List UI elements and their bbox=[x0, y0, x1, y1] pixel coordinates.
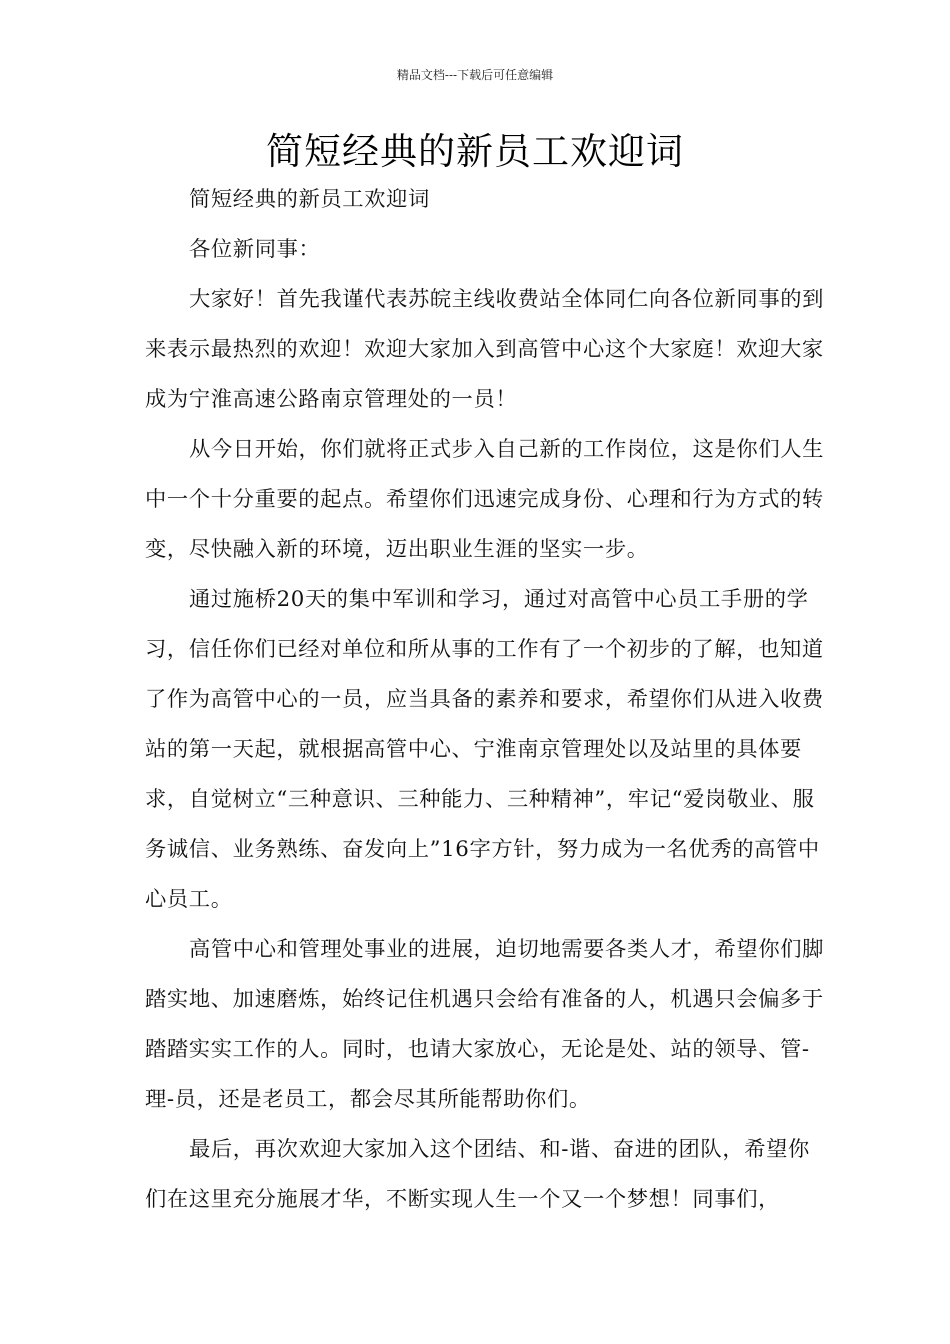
paragraph-welcome: 大家好！首先我谨代表苏皖主线收费站全体同仁向各位新同事的到来表示最热烈的欢迎！欢迎大家加入到高管中心这个大家庭！欢迎大家成为宁淮高速公路南京管理处的一员！ bbox=[145, 287, 825, 412]
paragraph-new-start: 从今日开始，你们就将正式步入自己新的工作岗位，这是你们人生中一个十分重要的起点。希望你们迅速完成身份、心理和行为方式的转变，尽快融入新的环境，迈出职业生涯的坚实一步。 bbox=[145, 437, 825, 562]
salutation: 各位新同事： bbox=[189, 237, 321, 262]
paragraph-closing: 最后，再次欢迎大家加入这个团结、和-谐、奋进的团队，希望你们在这里充分施展才华，不断实现人生一个又一个梦想！同事们， bbox=[145, 1137, 810, 1212]
document-body bbox=[145, 175, 830, 1225]
header-note: 精品文档---下载后可任意编辑 bbox=[396, 68, 554, 82]
paragraph-development: 高管中心和管理处事业的进展，迫切地需要各类人才，希望你们脚踏实地、加速磨炼，始终记住机遇只会给有准备的人，机遇只会偏多于踏踏实实工作的人。同时，也请大家放心，无论是处、站的领导、管-理-员，还是老员工，都会尽其所能帮助你们。 bbox=[145, 937, 825, 1112]
document-title: 简短经典的新员工欢迎词 bbox=[266, 130, 684, 173]
paragraph-training: 通过施桥20天的集中军训和学习，通过对高管中心员工手册的学习，信任你们已经对单位和所从事的工作有了一个初步的了解，也知道了作为高管中心的一员，应当具备的素养和要求，希望你们从进入收费站的第一天起，就根据高管中心、宁淮南京管理处以及站里的具体要求，自觉树立“三种意识、三种能力、三种精神”，牢记“爱岗敬业、服务诚信、业务熟练、奋发向上”16字方针，努力成为一名优秀的高管中心员工。 bbox=[145, 587, 824, 912]
subtitle-line: 简短经典的新员工欢迎词 bbox=[189, 187, 430, 212]
